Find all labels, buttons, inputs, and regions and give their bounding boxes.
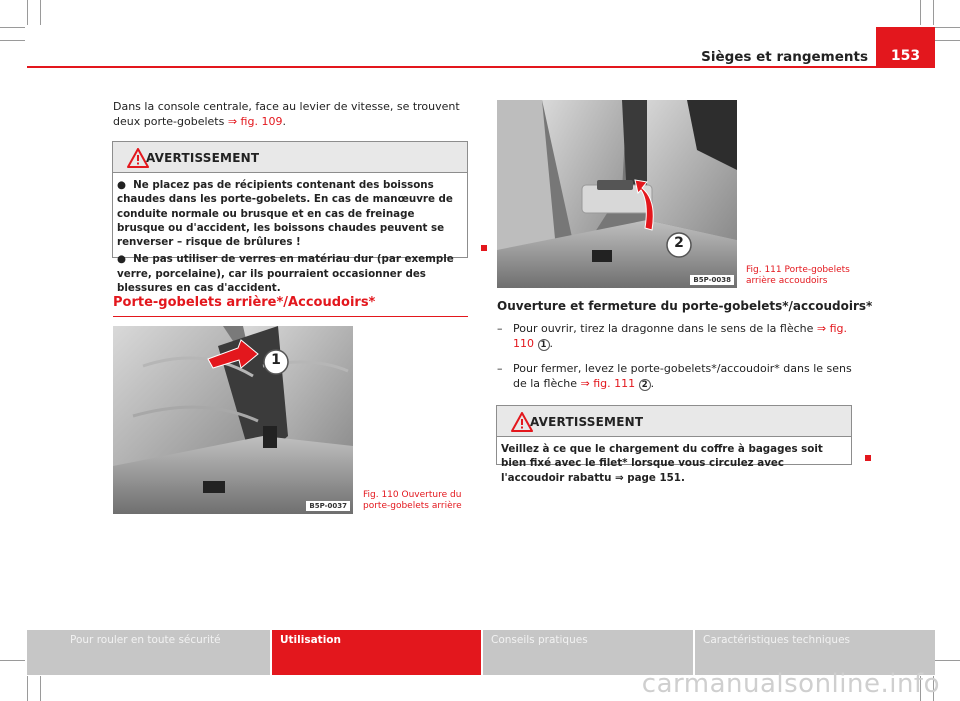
callout-1: 1 <box>271 352 281 368</box>
footer-tab-safety[interactable] <box>27 630 270 675</box>
fig-110-link[interactable]: ⇒ fig. 110 <box>513 322 847 350</box>
callout-ref-2: 2 <box>639 379 651 391</box>
section-end-marker <box>865 455 871 461</box>
bullet: ● <box>117 179 126 191</box>
section-rule <box>113 316 468 317</box>
crop-mark <box>935 27 960 28</box>
step2-text: Pour fermer, levez le porte-gobelets*/accoudoir* dans le sens de la flèche <box>513 362 852 390</box>
step-text <box>513 322 857 351</box>
crop-mark <box>920 0 921 25</box>
warning-header <box>497 406 851 437</box>
crop-mark <box>0 660 25 661</box>
footer-tab-utilisation[interactable] <box>272 630 481 675</box>
step-period: . <box>650 376 655 390</box>
intro-paragraph <box>113 100 468 129</box>
rear-seat-illustration <box>113 326 353 514</box>
caption-line: arrière accoudoirs <box>746 276 828 286</box>
step-period: . <box>549 336 553 350</box>
warning-header <box>113 142 467 173</box>
warning-title: AVERTISSEMENT <box>146 151 260 165</box>
callout-ref-1: 1 <box>538 339 550 351</box>
warning-box-hot-drinks <box>112 141 468 295</box>
crop-mark <box>40 676 41 701</box>
warning-item <box>117 252 463 295</box>
warning-body <box>113 173 467 302</box>
header-section-title: Sièges et rangements <box>701 49 868 65</box>
warning-box-luggage <box>496 405 852 484</box>
crop-mark <box>0 40 25 41</box>
header-rule <box>27 66 935 68</box>
footer-tab-label: Conseils pratiques <box>491 634 588 646</box>
crop-mark <box>0 27 25 28</box>
fig-109-link[interactable]: ⇒ fig. 109 <box>227 114 283 128</box>
crop-mark <box>40 0 41 25</box>
section-heading: Porte-gobelets arrière*/Accoudoirs* <box>113 295 376 310</box>
figure-110-caption <box>363 490 462 512</box>
procedure-title: Ouverture et fermeture du porte-gobelets*/accoudoirs* <box>497 299 873 313</box>
footer-tab-label: Pour rouler en toute sécurité <box>70 634 221 646</box>
section-end-marker <box>481 245 487 251</box>
crop-mark <box>935 660 960 661</box>
caption-line: Fig. 111 Porte-gobelets <box>746 265 850 275</box>
bullet: ● <box>117 253 126 266</box>
procedure-step-open <box>497 322 857 351</box>
rear-armrest-illustration <box>497 100 737 288</box>
crop-mark <box>933 0 934 25</box>
procedure-step-close <box>497 362 857 391</box>
crop-mark <box>27 676 28 701</box>
warning-body: Veillez à ce que le chargement du coffre à bagages soit bien fixé avec le filet* lorsque vous circulez avec l'accoudoir rabattu ⇒ page 151. <box>501 443 823 484</box>
figure-code: B5P-0037 <box>306 501 350 511</box>
figure-111-photo <box>497 100 737 288</box>
footer-tab-label: Caractéristiques techniques <box>703 634 851 646</box>
caption-line: porte-gobelets arrière <box>363 501 462 511</box>
warning-title: AVERTISSEMENT <box>530 415 644 429</box>
crop-mark <box>27 0 28 25</box>
page-number: 153 <box>890 48 921 64</box>
warning-item-text: Ne pas utiliser de verres en matériau dur (par exemple verre, porcelaine), car ils pourraient occasionner des blessures en cas d'accident. <box>117 253 454 295</box>
intro-period: . <box>282 114 286 128</box>
warning-item-text: Ne placez pas de récipients contenant des boissons chaudes dans les porte-gobelets. En cas de manœuvre de conduite normale ou brusque et en cas de freinage brusque ou d'accident, les boissons chaudes peuvent se renverser – risque de brûlures ! <box>117 179 453 249</box>
figure-111-caption <box>746 265 850 287</box>
crop-mark <box>935 40 960 41</box>
step1-text: Pour ouvrir, tirez la dragonne dans le sens de la flèche <box>513 322 817 335</box>
step-text <box>513 362 857 391</box>
fig-111-link[interactable]: ⇒ fig. 111 <box>580 376 636 390</box>
step-dash: – <box>497 362 503 375</box>
intro-text: Dans la console centrale, face au levier de vitesse, se trouvent deux porte-gobelets <box>113 100 460 128</box>
footer-tab-label: Utilisation <box>280 634 341 646</box>
callout-2: 2 <box>674 235 684 251</box>
caption-line: Fig. 110 Ouverture du <box>363 490 462 500</box>
step-dash: – <box>497 322 503 335</box>
figure-code: B5P-0038 <box>690 275 734 285</box>
watermark: carmanualsonline.info <box>641 669 940 699</box>
figure-110-photo <box>113 326 353 514</box>
warning-item <box>117 178 463 249</box>
